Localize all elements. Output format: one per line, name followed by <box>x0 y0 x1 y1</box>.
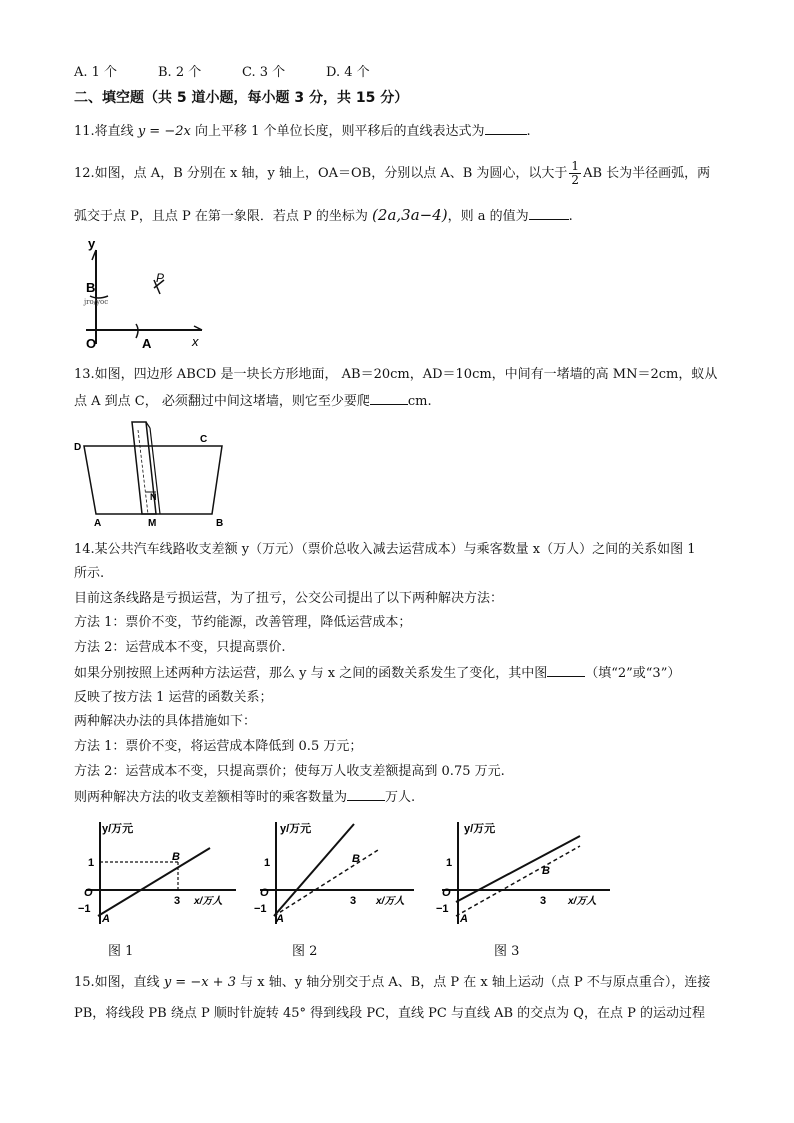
graph-2 <box>254 816 424 926</box>
q14-text-3: 则两种解决方法的收支差额相等时的乘客数量为 <box>74 790 348 805</box>
q12-text: 12.如图，点 A，B 分别在 x 轴，y 轴上，OA＝OB，分别以点 A、B 为圆心，以大于 <box>74 166 568 181</box>
option-c: C. 3 个 <box>242 65 286 80</box>
q11-end: . <box>526 124 531 139</box>
tick-neg1: −1 <box>436 903 449 915</box>
point-b: B <box>352 853 360 865</box>
point-b: B <box>172 851 180 863</box>
tick-3: 3 <box>174 895 181 907</box>
q14-text-2: （填“2”或“3”） <box>585 666 681 681</box>
q11-text: 11.将直线 <box>74 124 134 139</box>
q15-text-2: 与 x 轴、y 轴分别交于点 A、B，点 P 在 x 轴上运动（点 P 不与原点重合），连接 <box>240 975 711 990</box>
choice-options <box>74 64 410 82</box>
q12-text-3: 弧交于点 P，且点 P 在第一象限．若点 P 的坐标为 <box>74 209 368 224</box>
fig-x-label: x <box>192 334 199 349</box>
fig-point-c: C <box>200 434 208 445</box>
q15-text: 15.如图，直线 <box>74 975 160 990</box>
fig-origin-label: O <box>86 336 97 351</box>
option-d: D. 4 个 <box>326 65 370 80</box>
fraction-numerator: 1 <box>571 159 580 173</box>
question-13-line2 <box>74 392 432 411</box>
q15-line2: PB，将线段 PB 绕点 P 顺时针旋转 45° 得到线段 PC，直线 PC 与直线 AB 的交点为 Q，在点 P 的运动过程 <box>74 1006 705 1021</box>
point-a: A <box>460 913 468 925</box>
q12-figure <box>74 238 214 356</box>
q12-text-2: AB 长为半径画弧，两 <box>583 166 711 181</box>
origin-label: O <box>84 887 93 899</box>
tick-3: 3 <box>350 895 357 907</box>
q13-end: cm. <box>407 394 432 409</box>
q14-text: 如果分别按照上述两种方法运营，那么 y 与 x 之间的函数关系发生了变化，其中图 <box>74 666 548 681</box>
point-a: A <box>102 913 110 925</box>
origin-label: O <box>260 887 269 899</box>
answer-blank[interactable] <box>370 392 408 405</box>
fraction-denominator: 2 <box>571 173 580 187</box>
fig-point-d: D <box>74 442 82 453</box>
q14-line11 <box>74 788 415 807</box>
question-12-line2 <box>74 206 573 226</box>
question-12-line1 <box>74 160 710 187</box>
fig-point-b: B <box>216 518 224 529</box>
q12-end: . <box>568 209 573 224</box>
q14-line8: 两种解决办法的具体措施如下： <box>74 714 257 729</box>
caption-figure-1: 图 1 <box>108 944 134 959</box>
xlabel: x/万人 <box>194 896 223 907</box>
caption-figure-3: 图 3 <box>494 944 520 959</box>
q14-line9: 方法 1：票价不变，将运营成本降低到 0.5 万元； <box>74 739 363 754</box>
xlabel: x/万人 <box>376 896 405 907</box>
answer-blank[interactable] <box>529 207 569 220</box>
tick-neg1: −1 <box>78 903 91 915</box>
svg-text:jro/yoc: jro/yoc <box>84 298 109 306</box>
q14-line3: 目前这条线路是亏损运营，为了扭亏，公交公司提出了以下两种解决方法： <box>74 591 504 606</box>
option-b: B. 2 个 <box>158 65 202 80</box>
fraction <box>569 160 581 187</box>
answer-blank[interactable] <box>347 788 385 801</box>
q13-text: 点 A 到点 C， 必须翻过中间这堵墙，则它至少要爬 <box>74 394 370 409</box>
fig-point-a: A <box>94 518 102 529</box>
q14-line4: 方法 1：票价不变，节约能源，改善管理，降低运营成本； <box>74 615 412 630</box>
q14-line5: 方法 2：运营成本不变，只提高票价. <box>74 640 286 655</box>
answer-blank[interactable] <box>485 122 527 135</box>
question-11 <box>74 122 531 141</box>
q14-line2: 所示. <box>74 566 105 581</box>
graph-3 <box>434 816 624 926</box>
caption-figure-2: 图 2 <box>292 944 318 959</box>
fig-point-b: B <box>86 280 96 295</box>
xlabel: x/万人 <box>568 896 597 907</box>
ylabel: y/万元 <box>464 823 496 835</box>
q14-line10: 方法 2：运营成本不变，只提高票价；使每万人收支差额提高到 0.75 万元. <box>74 764 505 779</box>
q15-expression: y = −x + 3 <box>163 975 236 990</box>
answer-blank[interactable] <box>547 664 585 677</box>
fig-point-m: M <box>148 518 157 529</box>
section-title: 二、填空题（共 5 道小题，每小题 3 分，共 15 分） <box>74 90 409 106</box>
q12-coordinate: (2a,3a−4) <box>372 206 448 224</box>
q14-text-4: 万人. <box>385 790 416 805</box>
graph-1 <box>76 816 246 926</box>
tick-1: 1 <box>88 857 95 869</box>
tick-neg1: −1 <box>254 903 267 915</box>
origin-label: O <box>442 887 451 899</box>
point-b: B <box>542 865 550 877</box>
tick-3: 3 <box>540 895 547 907</box>
tick-1: 1 <box>446 857 453 869</box>
tick-1: 1 <box>264 857 271 869</box>
q11-expression: y = −2x <box>137 124 191 139</box>
fig-y-label: y <box>88 238 96 251</box>
q13-figure <box>74 418 234 530</box>
q11-text-2: 向上平移 1 个单位长度，则平移后的直线表达式为 <box>194 124 485 139</box>
fig-point-p: P <box>156 271 165 285</box>
point-a: A <box>276 913 284 925</box>
ylabel: y/万元 <box>280 823 312 835</box>
q14-line6 <box>74 664 680 683</box>
ylabel: y/万元 <box>102 823 134 835</box>
q14-line1: 14.某公共汽车线路收支差额 y（万元）（票价总收入减去运营成本）与乘客数量 x（万人）之间的关系如图 1 <box>74 542 696 557</box>
fig-point-n: N <box>150 492 157 502</box>
q14-line7: 反映了按方法 1 运营的函数关系； <box>74 690 273 705</box>
q15-line1 <box>74 974 710 992</box>
option-a: A. 1 个 <box>74 65 118 80</box>
fig-point-a: A <box>142 336 152 351</box>
q12-text-4: ，则 a 的值为 <box>447 209 529 224</box>
question-13-line1: 13.如图，四边形 ABCD 是一块长方形地面， AB＝20cm，AD＝10cm，中间有一堵墙的高 MN＝2cm，蚁从 <box>74 367 718 382</box>
